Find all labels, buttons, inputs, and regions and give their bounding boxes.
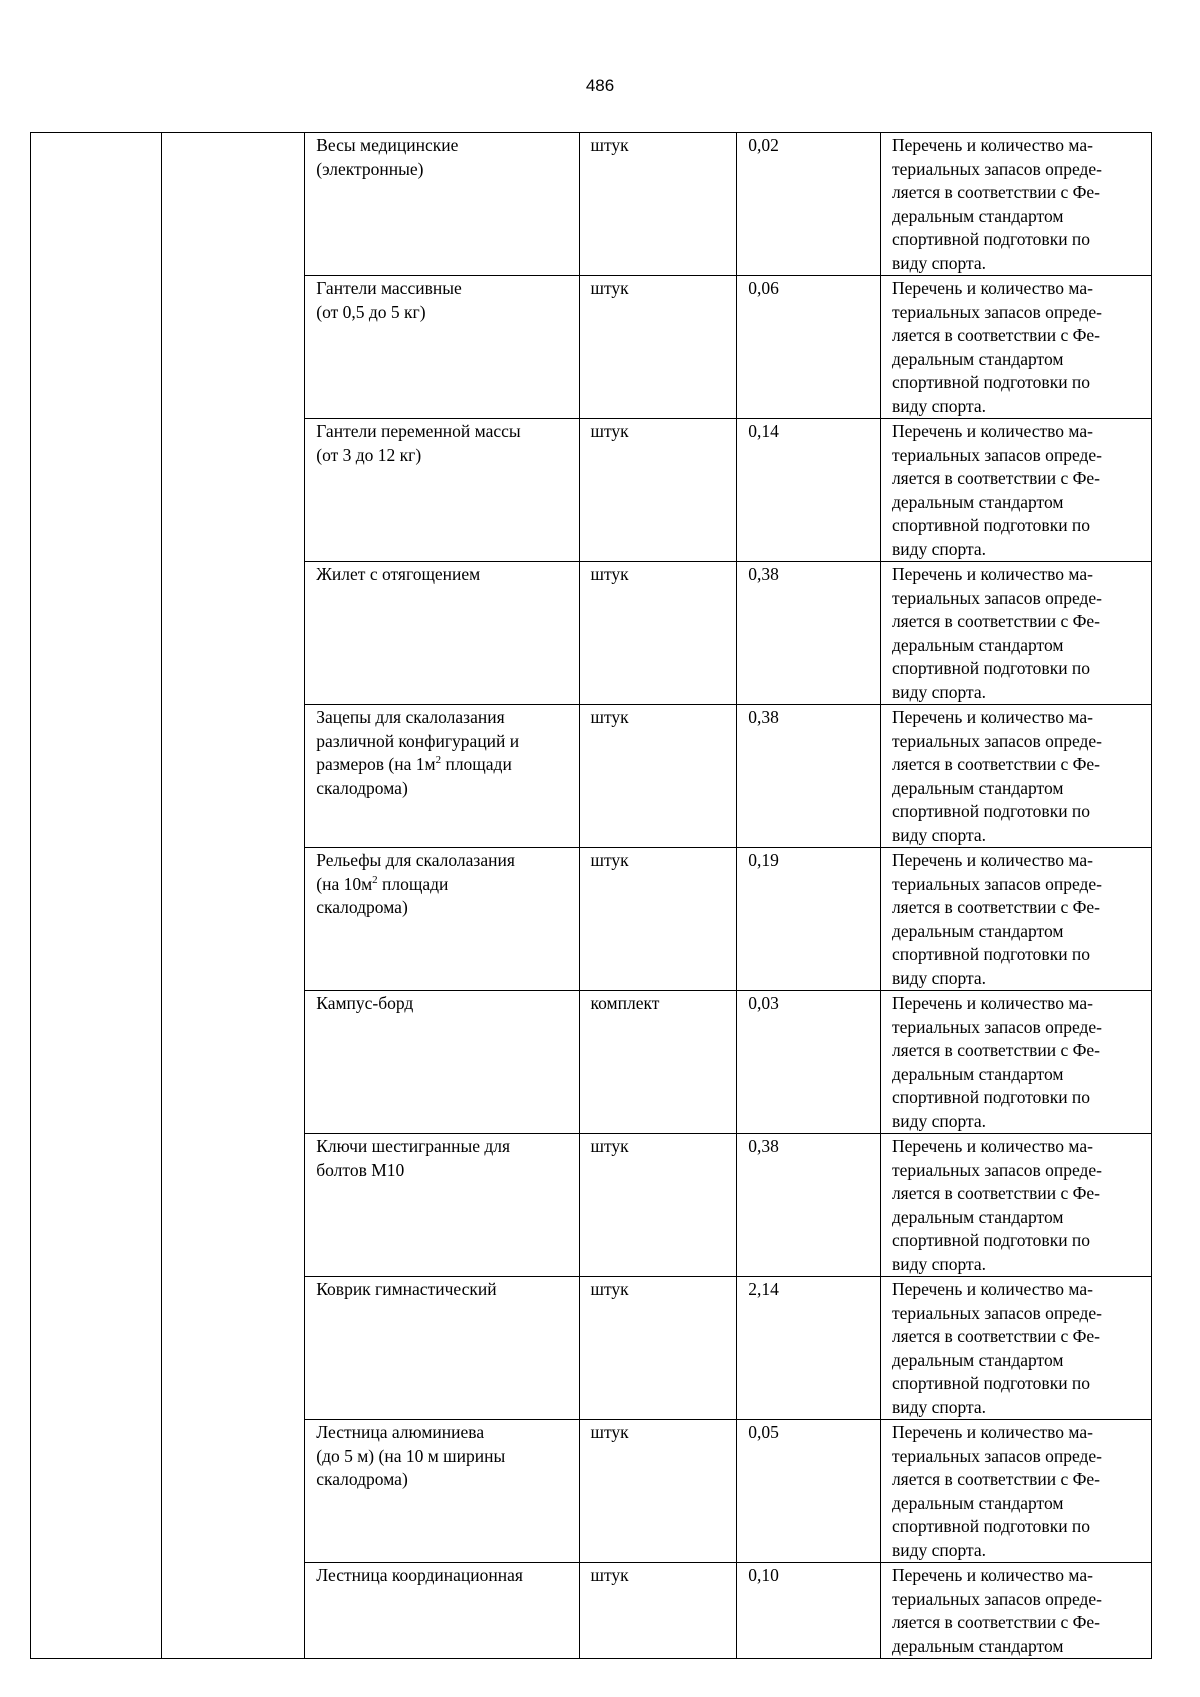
item-name-part: Рельефы для скалолазания (на 10м <box>316 850 515 894</box>
item-unit: штук <box>579 1277 737 1420</box>
item-note: Перечень и количество ма- териальных запасов опреде- ляется в соответствии с Фе- деральным стандартом спортивной подготовки по виду спорта. <box>880 1277 1151 1420</box>
item-note: Перечень и количество ма- териальных запасов опреде- ляется в соответствии с Фе- деральным стандартом спортивной подготовки по виду спорта. <box>880 562 1151 705</box>
table-row <box>31 133 1152 276</box>
item-quantity: 0,38 <box>737 562 881 705</box>
item-quantity: 0,38 <box>737 705 881 848</box>
item-unit: комплект <box>579 991 737 1134</box>
item-note: Перечень и количество ма- териальных запасов опреде- ляется в соответствии с Фе- деральным стандартом спортивной подготовки по виду спорта. <box>880 133 1151 276</box>
item-quantity: 0,14 <box>737 419 881 562</box>
item-unit: штук <box>579 1420 737 1563</box>
item-name-part: Зацепы для скалолазания различной конфигураций и размеров (на 1м <box>316 707 520 774</box>
item-name: Кампус-борд <box>305 991 579 1134</box>
item-note: Перечень и количество ма- териальных запасов опреде- ляется в соответствии с Фе- деральным стандартом спортивной подготовки по виду спорта. <box>880 1134 1151 1277</box>
item-name: Жилет с отягощением <box>305 562 579 705</box>
item-note: Перечень и количество ма- териальных запасов опреде- ляется в соответствии с Фе- деральным стандартом <box>880 1563 1151 1659</box>
item-quantity: 0,05 <box>737 1420 881 1563</box>
item-note: Перечень и количество ма- териальных запасов опреде- ляется в соответствии с Фе- деральным стандартом спортивной подготовки по виду спорта. <box>880 1420 1151 1563</box>
item-name: Ключи шестигранные для болтов М10 <box>305 1134 579 1277</box>
item-quantity: 0,10 <box>737 1563 881 1659</box>
item-unit: штук <box>579 133 737 276</box>
item-unit: штук <box>579 276 737 419</box>
item-name-part: площади скалодрома) <box>316 754 512 798</box>
item-quantity: 0,38 <box>737 1134 881 1277</box>
item-note: Перечень и количество ма- териальных запасов опреде- ляется в соответствии с Фе- деральным стандартом спортивной подготовки по виду спорта. <box>880 705 1151 848</box>
item-quantity: 0,19 <box>737 848 881 991</box>
item-unit: штук <box>579 562 737 705</box>
item-quantity: 2,14 <box>737 1277 881 1420</box>
item-note: Перечень и количество ма- териальных запасов опреде- ляется в соответствии с Фе- деральным стандартом спортивной подготовки по виду спорта. <box>880 276 1151 419</box>
page-number: 486 <box>585 76 615 95</box>
item-name: Лестница алюминиева (до 5 м) (на 10 м ширины скалодрома) <box>305 1420 579 1563</box>
item-name-superscript: 2 <box>372 873 378 886</box>
item-unit: штук <box>579 1134 737 1277</box>
item-unit: штук <box>579 419 737 562</box>
item-quantity: 0,02 <box>737 133 881 276</box>
empty-cell-col1 <box>31 133 162 1659</box>
item-name-superscript: 2 <box>435 754 442 767</box>
item-note: Перечень и количество ма- териальных запасов опреде- ляется в соответствии с Фе- деральным стандартом спортивной подготовки по виду спорта. <box>880 419 1151 562</box>
item-name <box>305 848 579 991</box>
item-name: Гантели переменной массы (от 3 до 12 кг) <box>305 419 579 562</box>
item-quantity: 0,03 <box>737 991 881 1134</box>
item-quantity: 0,06 <box>737 276 881 419</box>
item-unit: штук <box>579 1563 737 1659</box>
item-unit: штук <box>579 705 737 848</box>
item-name: Лестница координационная <box>305 1563 579 1659</box>
equipment-table <box>30 132 1152 1659</box>
item-name: Весы медицинские (электронные) <box>305 133 579 276</box>
item-note: Перечень и количество ма- териальных запасов опреде- ляется в соответствии с Фе- деральным стандартом спортивной подготовки по виду спорта. <box>880 991 1151 1134</box>
item-name: Коврик гимнастический <box>305 1277 579 1420</box>
item-name-part: площади скалодрома) <box>316 873 449 917</box>
item-note: Перечень и количество ма- териальных запасов опреде- ляется в соответствии с Фе- деральным стандартом спортивной подготовки по виду спорта. <box>880 848 1151 991</box>
item-unit: штук <box>579 848 737 991</box>
empty-cell-col2 <box>161 133 305 1659</box>
item-name: Гантели массивные (от 0,5 до 5 кг) <box>305 276 579 419</box>
item-name <box>305 705 579 848</box>
